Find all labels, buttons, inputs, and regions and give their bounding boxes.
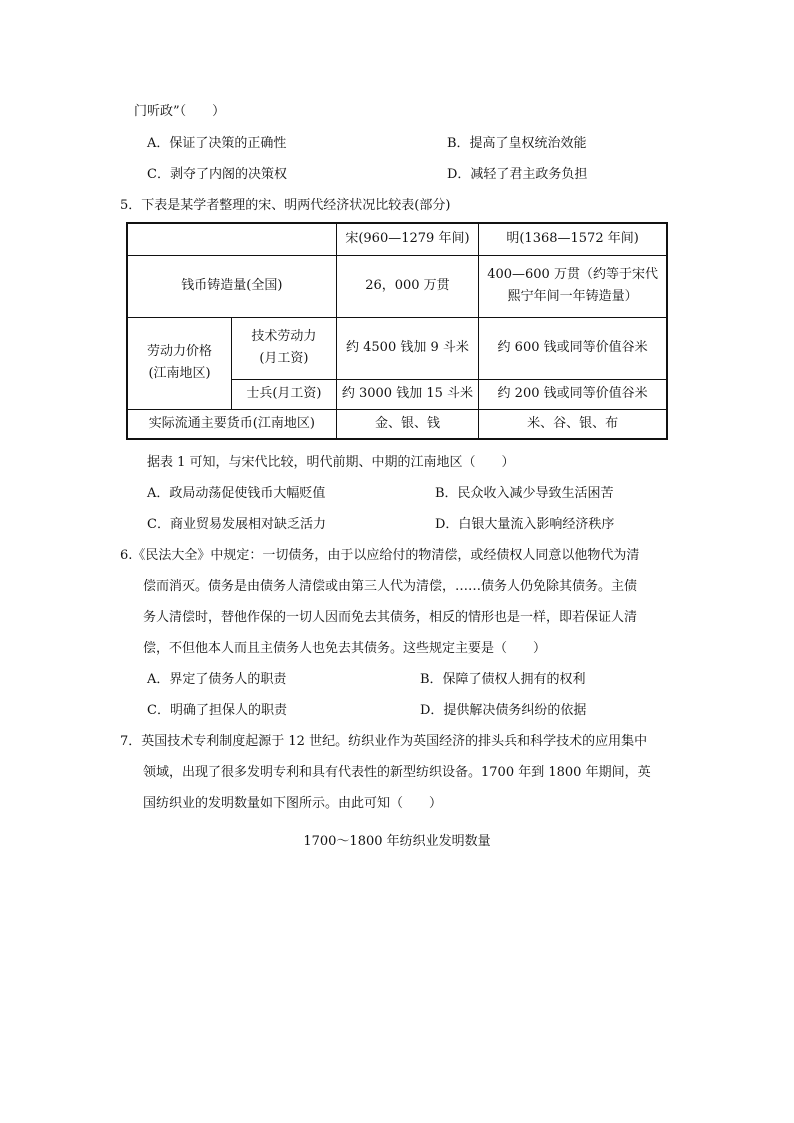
tech-song: 约 4500 钱加 9 斗米: [336, 317, 478, 379]
q6-option-a: A．界定了债务人的职责: [147, 672, 287, 687]
labor-price-label: [127, 317, 232, 409]
q6-option-b: B．保障了债权人拥有的权利: [420, 672, 586, 687]
q5-option-d: D．白银大量流入影响经济秩序: [435, 517, 615, 532]
q5-stem: 5．下表是某学者整理的宋、明两代经济状况比较表(部分): [120, 198, 451, 213]
economy-comparison-table: [126, 222, 668, 440]
table-row-money: [127, 255, 667, 317]
q6-option-d: D．提供解决债务纠纷的依据: [420, 703, 587, 718]
q6-line-2: 偿而消灭。债务是由债务人清偿或由第三人代为清偿，……债务人仍免除其债务。主债: [143, 579, 638, 594]
q5-option-a: A．政局动荡促使钱币大幅贬值: [147, 486, 326, 501]
figure-caption: 1700～1800 年纺织业发明数量: [303, 834, 491, 849]
money-ming-line-2: 熙宁年间一年铸造量）: [507, 289, 638, 304]
money-label: 钱币铸造量(全国): [127, 255, 336, 317]
currency-ming: 米、谷、银、布: [479, 409, 667, 439]
money-song: 26，000 万贯: [336, 255, 478, 317]
q4-option-d: D．减轻了君主政务负担: [447, 167, 588, 182]
q4-option-b: B．提高了皇权统治效能: [447, 136, 587, 151]
q5-option-c: C．商业贸易发展相对缺乏活力: [147, 517, 326, 532]
money-ming: [479, 255, 667, 317]
q4-option-a: A．保证了决策的正确性: [147, 136, 287, 151]
q4-stem-tail: 门听政”（ ）: [134, 104, 226, 119]
table-row-currency: [127, 409, 667, 439]
currency-label: 实际流通主要货币(江南地区): [127, 409, 336, 439]
soldier-label: 士兵(月工资): [232, 379, 337, 409]
tech-label-line-2: (月工资): [259, 351, 309, 366]
q5-option-b: B．民众收入减少导致生活困苦: [435, 486, 614, 501]
table-header-row: [127, 223, 667, 255]
q7-line-2: 领域，出现了很多发明专利和具有代表性的新型纺织设备。1700 年到 1800 年期间，英: [143, 765, 651, 780]
tech-ming: 约 600 钱或同等价值谷米: [479, 317, 667, 379]
soldier-song: 约 3000 钱加 15 斗米: [336, 379, 478, 409]
q6-line-3: 务人清偿时，替他作保的一切人因而免去其债务，相反的情形也是一样，即若保证人清: [143, 610, 638, 625]
q6-line-4: 偿，不但他本人而且主债务人也免去其债务。这些规定主要是（ ）: [143, 641, 547, 656]
q4-option-c: C．剥夺了内阁的决策权: [147, 167, 287, 182]
q6-line-1: 6.《民法大全》中规定：一切债务，由于以应给付的物清偿，或经债权人同意以他物代为清: [120, 548, 640, 563]
q7-line-3: 国纺织业的发明数量如下图所示。由此可知（ ）: [143, 796, 443, 811]
header-ming: 明(1368—1572 年间): [479, 223, 667, 255]
tech-label-line-1: 技术劳动力: [251, 329, 317, 344]
q7-line-1: 7．英国技术专利制度起源于 12 世纪。纺织业作为英国经济的排头兵和科学技术的应用集中: [120, 734, 648, 749]
tech-labor-label: [232, 317, 337, 379]
labor-label-line-2: (江南地区): [148, 366, 211, 381]
soldier-ming: 约 200 钱或同等价值谷米: [479, 379, 667, 409]
q5-question: 据表 1 可知，与宋代比较，明代前期、中期的江南地区（ ）: [147, 455, 515, 470]
money-ming-line-1: 400—600 万贯（约等于宋代: [487, 267, 658, 282]
q6-option-c: C．明确了担保人的职责: [147, 703, 287, 718]
header-song: 宋(960—1279 年间): [336, 223, 478, 255]
currency-song: 金、银、钱: [336, 409, 478, 439]
labor-label-line-1: 劳动力价格: [147, 344, 213, 359]
table-row-tech-labor: [127, 317, 667, 379]
table-corner-cell: [127, 223, 336, 255]
